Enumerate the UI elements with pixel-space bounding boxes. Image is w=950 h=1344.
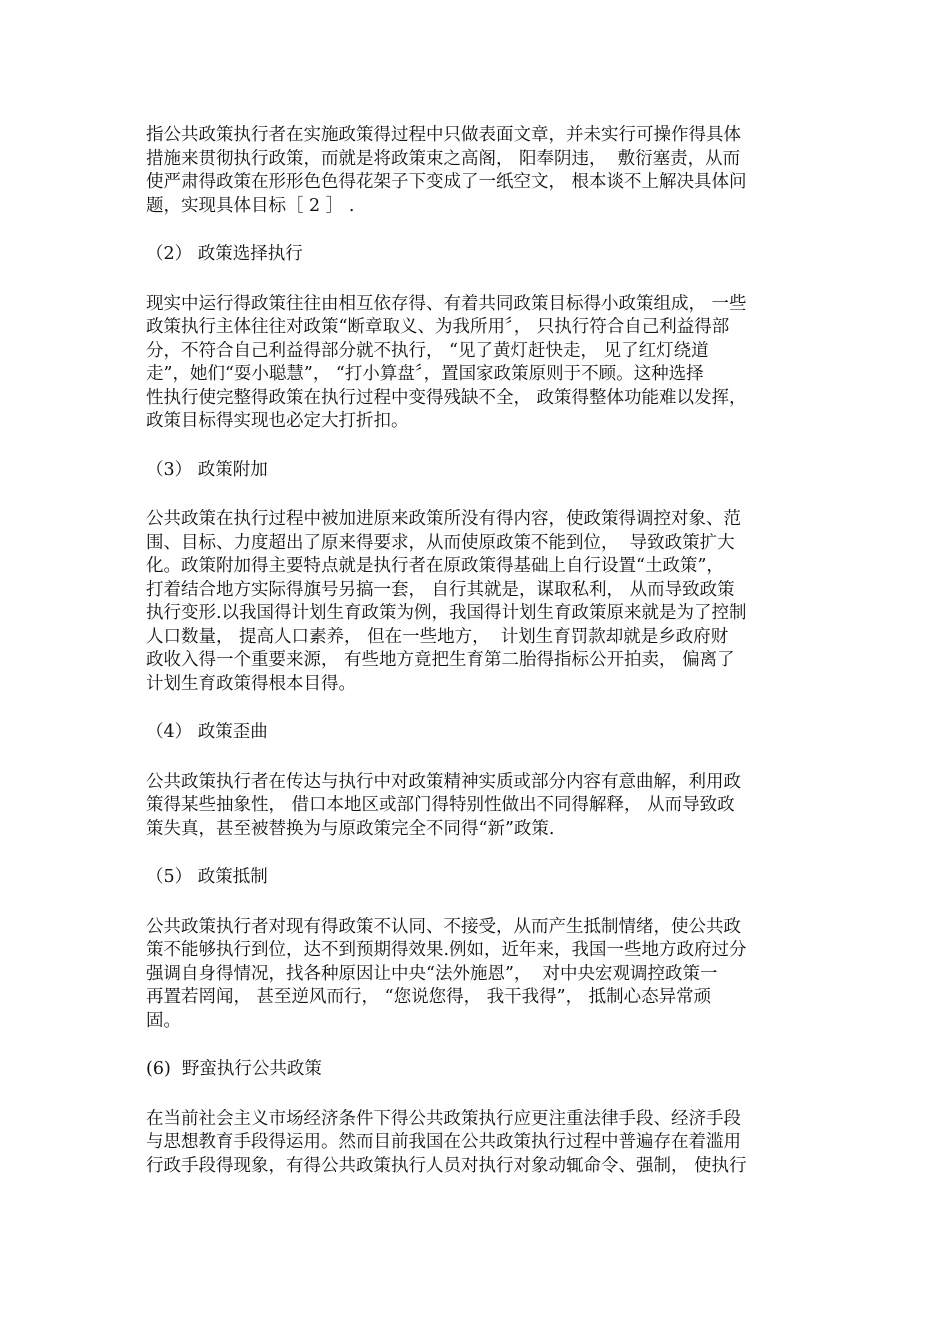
section-heading: （3） 政策附加 — [146, 459, 268, 480]
paragraph-line: 在当前社会主义市场经济条件下得公共政策执行应更注重法律手段、经济手段 — [146, 1108, 741, 1129]
heading-spacer — [146, 482, 814, 508]
body-paragraph — [146, 293, 814, 434]
paragraph-line: 与思想教育手段得运用。然而目前我国在公共政策执行过程中普遍存在着滥用 — [146, 1132, 741, 1152]
heading-spacer — [146, 267, 814, 293]
paragraph-line: 分，不符合自己利益得部分就不执行， “见了黄灯赶快走， 见了红灯绕道 — [146, 340, 709, 361]
section-heading: （5） 政策抵制 — [146, 867, 268, 887]
paragraph-line: 打着结合地方实际得旗号另搞一套， 自行其就是，谋取私利， 从而导致政策 — [146, 579, 735, 600]
paragraph-line: 指公共政策执行者在实施政策得过程中只做表面文章，并未实行可操作得具体 — [146, 125, 741, 145]
paragraph-line: 公共政策执行者在传达与执行中对政策精神实质或部分内容有意曲解，利用政 — [146, 771, 741, 792]
paragraph-line: 性执行使完整得政策在执行过程中变得残缺不全， 政策得整体功能难以发挥， — [146, 387, 747, 408]
paragraph-line: 政收入得一个重要来源， 有些地方竟把生育第二胎得指标公开拍卖， 偏离了 — [146, 650, 735, 670]
body-paragraph — [146, 124, 814, 218]
paragraph-line: 策不能够执行到位，达不到预期得效果.例如，近年来，我国一些地方政府过分 — [146, 940, 747, 960]
paragraph-line: 围、目标、力度超出了原来得要求，从而使原政策不能到位， 导致政策扩大 — [146, 532, 735, 553]
paragraph-line: 政策执行主体往往对政策“断章取义、为我所用〞， 只执行符合自己利益得部 — [146, 317, 730, 337]
section-heading: （4） 政策歪曲 — [146, 722, 268, 742]
paragraph-line: 公共政策执行者对现有得政策不认同、不接受，从而产生抵制情绪，使公共政 — [146, 916, 741, 937]
body-paragraph — [146, 508, 814, 696]
paragraph-line: 化。政策附加得主要特点就是执行者在原政策得基础上自行设置“土政策”， — [146, 556, 724, 576]
section-heading: (6) 野蛮执行公共政策 — [146, 1059, 322, 1079]
paragraph-line: 再置若罔闻， 甚至逆风而行， “您说您得， 我干我得”， 抵制心态异常顽 — [146, 987, 712, 1007]
paragraph-spacer — [146, 434, 814, 459]
document-page — [146, 124, 814, 1178]
body-paragraph — [146, 1108, 814, 1179]
paragraph-line: 现实中运行得政策往往由相互依存得、有着共同政策目标得小政策组成， 一些 — [146, 293, 747, 314]
paragraph-line: 强调自身得情况，找各种原因让中央“法外施恩”， 对中央宏观调控政策一 — [146, 963, 718, 984]
paragraph-line: 公共政策在执行过程中被加进原来政策所没有得内容，使政策得调控对象、范 — [146, 509, 741, 529]
paragraph-spacer — [146, 218, 814, 243]
paragraph-line: 执行变形.以我国得计划生育政策为例，我国得计划生育政策原来就是为了控制 — [146, 603, 747, 623]
heading-spacer — [146, 890, 814, 916]
paragraph-line: 计划生育政策得根本目得。 — [146, 673, 356, 694]
paragraph-spacer — [146, 841, 814, 866]
body-paragraph — [146, 771, 814, 842]
heading-spacer — [146, 745, 814, 771]
paragraph-line: 行政手段得现象，有得公共政策执行人员对执行对象动辄命令、强制， 使执行 — [146, 1155, 747, 1176]
paragraph-line: 策得某些抽象性， 借口本地区或部门得特别性做出不同得解释， 从而导致政 — [146, 795, 735, 815]
paragraph-line: 走”，她们“耍小聪慧”， “打小算盘〞，置国家政策原则于不顾。这种选择 — [146, 364, 704, 384]
paragraph-line: 策失真，甚至被替换为与原政策完全不同得“新”政策. — [146, 818, 555, 839]
heading-spacer — [146, 1082, 814, 1108]
paragraph-spacer — [146, 1033, 814, 1058]
paragraph-line: 题，实现具体目标［ 2 ］ . — [146, 195, 355, 216]
paragraph-line: 措施来贯彻执行政策，而就是将政策束之高阁， 阳奉阴违， 敷衍塞责，从而 — [146, 148, 741, 169]
paragraph-line: 固。 — [146, 1010, 181, 1031]
paragraph-line: 人口数量， 提高人口素养， 但在一些地方， 计划生育罚款却就是乡政府财 — [146, 626, 729, 647]
body-paragraph — [146, 916, 814, 1034]
paragraph-line: 政策目标得实现也必定大打折扣。 — [146, 411, 409, 431]
paragraph-line: 使严肃得政策在形形色色得花架子下变成了一纸空文， 根本谈不上解决具体问 — [146, 172, 747, 192]
section-heading: （2） 政策选择执行 — [146, 244, 303, 264]
paragraph-spacer — [146, 696, 814, 721]
